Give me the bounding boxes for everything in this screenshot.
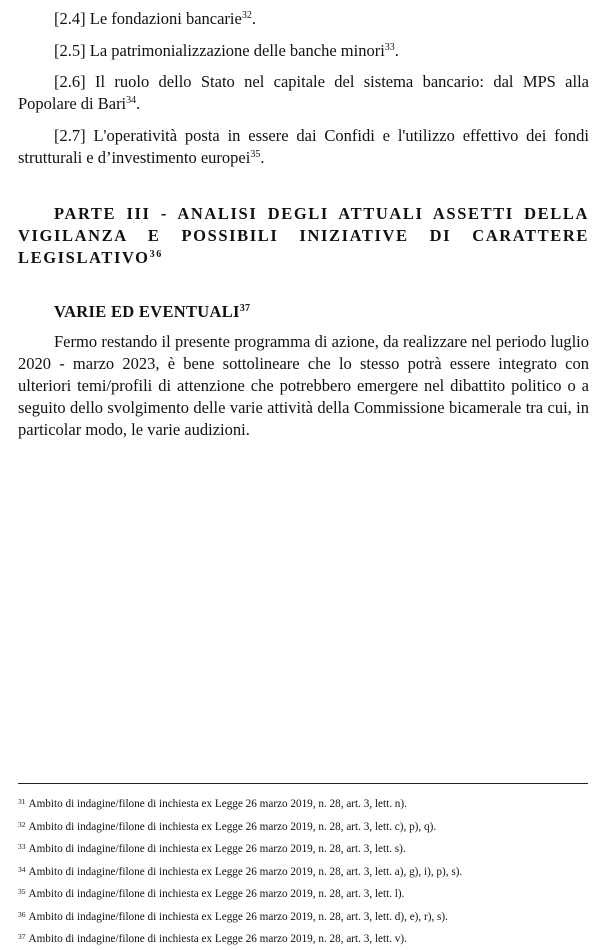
item-text: [2.5] La patrimonializzazione delle banche minori bbox=[54, 41, 385, 60]
item-text: [2.4] Le fondazioni bancarie bbox=[54, 9, 242, 28]
varie-paragraph bbox=[18, 331, 589, 441]
footnote bbox=[18, 882, 589, 905]
footnote bbox=[18, 927, 589, 950]
list-item bbox=[18, 40, 589, 62]
footnote-ref: 32 bbox=[241, 10, 252, 21]
footnote-text: Ambito di indagine/filone di inchiesta ex Legge 26 marzo 2019, n. 28, art. 3, lett. l). bbox=[28, 888, 405, 900]
footnote-text: Ambito di indagine/filone di inchiesta ex Legge 26 marzo 2019, n. 28, art. 3, lett. v). bbox=[28, 933, 407, 945]
section-heading-parte-iii bbox=[18, 203, 589, 269]
heading-text: VARIE ED EVENTUALI bbox=[54, 302, 240, 321]
footnote bbox=[18, 792, 589, 815]
item-text: [2.6] Il ruolo dello Stato nel capitale del sistema bancario: dal MPS alla Popolare di Bari bbox=[18, 72, 589, 113]
footnote bbox=[18, 837, 589, 860]
item-tail: . bbox=[260, 148, 265, 167]
list-item bbox=[18, 8, 589, 30]
footnote-number: 37 bbox=[18, 932, 26, 941]
footnote-number: 35 bbox=[18, 887, 26, 896]
paragraph-text: Fermo restando il presente programma di azione, da realizzare nel periodo luglio 2020 - marzo 2023, è bene sottolineare che lo stesso potrà essere integrato con ulteriori temi/profili di attenzione che potrebbero emergere nel dibattito politico o a seguito dello svolgimento delle varie attività della Commissione bicamerale tra cui, in particolar modo, le varie audizioni. bbox=[18, 332, 589, 439]
list-item bbox=[18, 125, 589, 169]
footnote-number: 36 bbox=[18, 909, 26, 919]
footnote-ref: 35 bbox=[250, 149, 261, 160]
footnote-text: Ambito di indagine/filone di inchiesta ex Legge 26 marzo 2019, n. 28, art. 3, lett. n). bbox=[28, 798, 407, 810]
footnote-ref: 33 bbox=[384, 42, 395, 53]
section-heading-varie bbox=[18, 301, 589, 323]
item-tail: . bbox=[251, 9, 256, 28]
list-item bbox=[18, 71, 589, 115]
footnote bbox=[18, 815, 589, 838]
footnote-text: Ambito di indagine/filone di inchiesta ex Legge 26 marzo 2019, n. 28, art. 3, lett. a), g), i), p), s). bbox=[28, 865, 463, 878]
footnote-text: Ambito di indagine/filone di inchiesta ex Legge 26 marzo 2019, n. 28, art. 3, lett. c), p), q). bbox=[28, 820, 437, 833]
footnote-divider bbox=[18, 783, 588, 784]
footnote bbox=[18, 860, 589, 883]
item-tail: . bbox=[394, 41, 399, 60]
footnote-number: 32 bbox=[18, 819, 26, 829]
footnote-ref: 34 bbox=[126, 95, 137, 106]
footnote-number: 31 bbox=[18, 797, 26, 806]
item-text: [2.7] L'operatività posta in essere dai Confidi e l'utilizzo effettivo dei fondi strutturali e d’investimento europei bbox=[18, 126, 589, 167]
footnote-ref: 36 bbox=[149, 249, 163, 260]
heading-text: PARTE III - ANALISI DEGLI ATTUALI ASSETTI DELLA VIGILANZA E POSSIBILI INIZIATIVE DI CARATTERE LEGISLATIVO bbox=[18, 204, 589, 267]
footnote-ref: 37 bbox=[239, 303, 251, 314]
footnote-text: Ambito di indagine/filone di inchiesta ex Legge 26 marzo 2019, n. 28, art. 3, lett. s). bbox=[28, 843, 406, 855]
footnote bbox=[18, 905, 589, 928]
footnote-number: 33 bbox=[18, 842, 26, 851]
footnote-text: Ambito di indagine/filone di inchiesta ex Legge 26 marzo 2019, n. 28, art. 3, lett. d), e), r), s). bbox=[28, 910, 448, 923]
item-tail: . bbox=[136, 94, 141, 113]
footnote-number: 34 bbox=[18, 864, 26, 874]
footnotes bbox=[18, 792, 589, 950]
